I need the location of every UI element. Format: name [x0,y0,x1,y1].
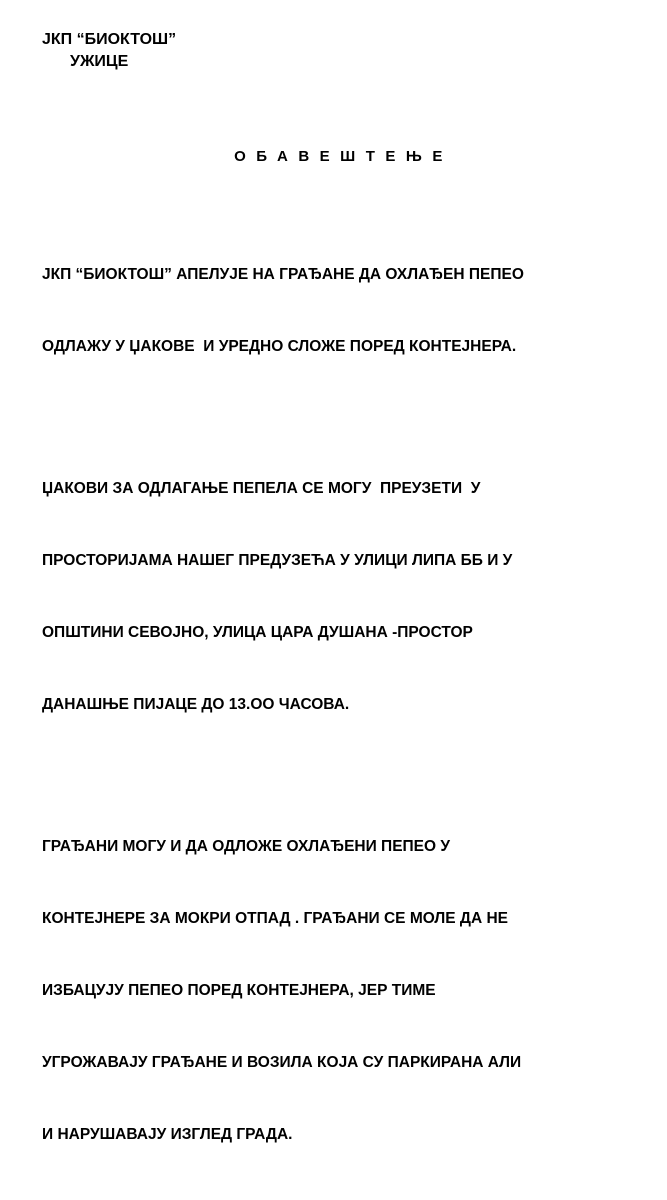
paragraph-line: ОПШТИНИ СЕВОЈНО, УЛИЦА ЦАРА ДУШАНА -ПРОСТОР [42,624,473,641]
paragraph-line: КОНТЕЈНЕРЕ ЗА МОКРИ ОТПАД . ГРАЂАНИ СЕ МОЛЕ ДА НЕ [42,910,508,927]
paragraph-appeal [42,215,652,407]
paragraph-line: ДАНАШЊЕ ПИЈАЦЕ ДО 13.ОО ЧАСОВА. [42,696,350,713]
paragraph-line: И НАРУШАВАЈУ ИЗГЛЕД ГРАДА. [42,1126,293,1143]
notice-body [42,215,652,1200]
notice-title: ОБАВЕШТЕЊЕ [234,148,453,165]
paragraph-line: ГРАЂАНИ МОГУ И ДА ОДЛОЖЕ ОХЛАЂЕНИ ПЕПЕО У [42,838,451,855]
paragraph-disposal-warning [42,787,652,1195]
paragraph-line: ЏАКОВИ ЗА ОДЛАГАЊЕ ПЕПЕЛА СЕ МОГУ ПРЕУЗЕТИ У [42,480,481,497]
paragraph-line: ЈКП “БИОКТОШ” АПЕЛУЈЕ НА ГРАЂАНЕ ДА ОХЛАЂЕН ПЕПЕО [42,266,524,283]
paragraph-line: ИЗБАЦУЈУ ПЕПЕО ПОРЕД КОНТЕЈНЕРА, ЈЕР ТИМЕ [42,982,436,999]
organization-name: ЈКП “БИОКТОШ” [42,31,177,48]
paragraph-line: ОДЛАЖУ У ЏАКОВЕ И УРЕДНО СЛОЖЕ ПОРЕД КОНТЕЈНЕРА. [42,338,517,355]
paragraph-line: ПРОСТОРИЈАМА НАШЕГ ПРЕДУЗЕЋА У УЛИЦИ ЛИПА ББ И У [42,552,513,569]
paragraph-line: УГРОЖАВАЈУ ГРАЂАНЕ И ВОЗИЛА КОЈА СУ ПАРКИРАНА АЛИ [42,1054,522,1071]
city-name: УЖИЦЕ [70,53,129,70]
paragraph-bags-pickup [42,429,652,765]
